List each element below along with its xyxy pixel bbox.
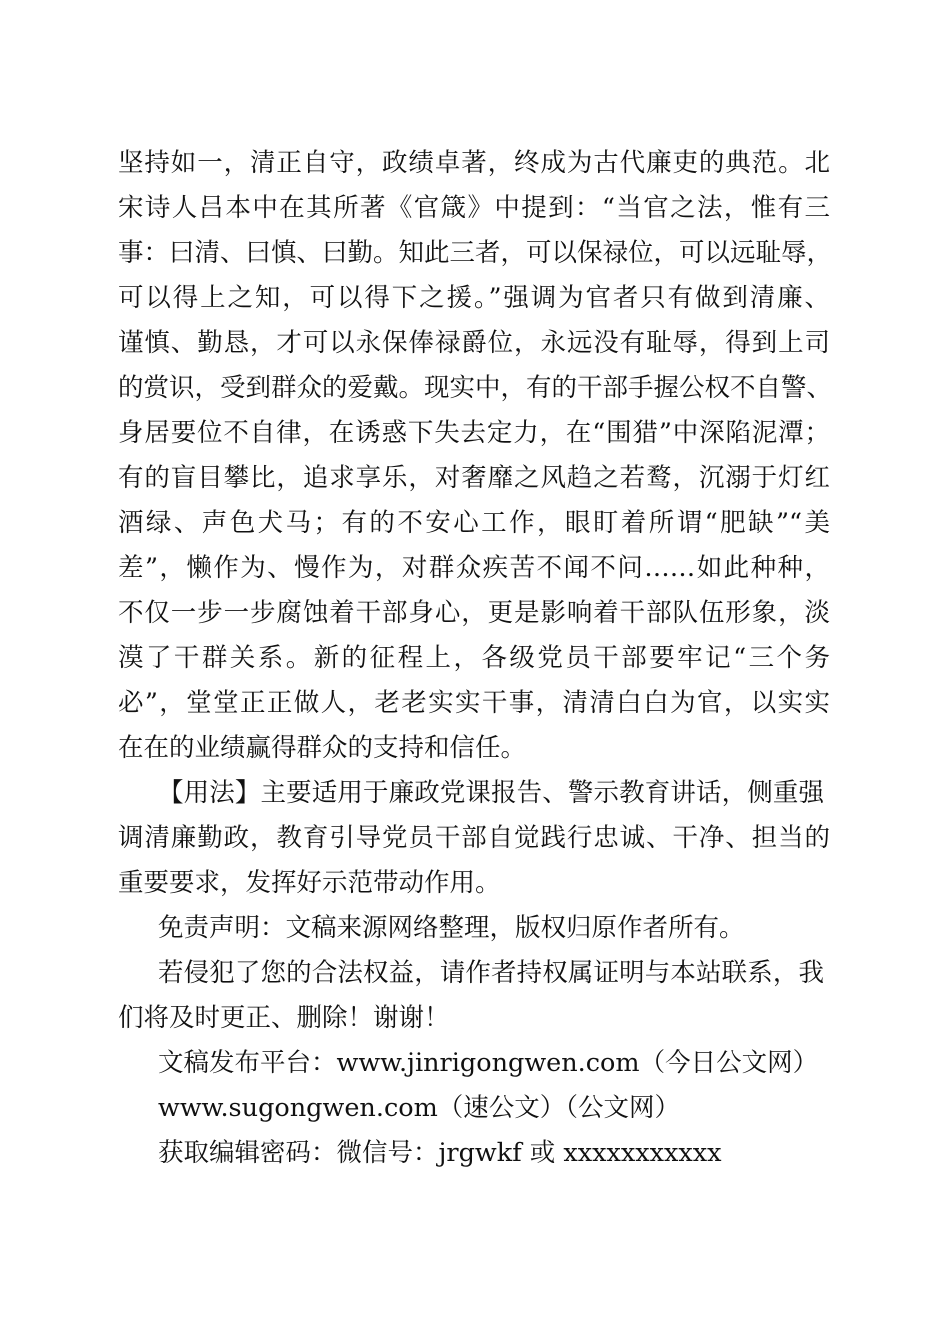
paragraph-line: 们将及时更正、删除！谢谢！ [118, 1003, 450, 1033]
disclaimer-text: 免责声明：文稿来源网络整理，版权归原作者所有。 [158, 913, 745, 943]
paragraph-line: 可以得上之知，可以得下之援。”强调为官者只有做到清廉、 [118, 283, 830, 313]
paragraph-line: 差”，懒作为、慢作为，对群众疾苦不闻不问……如此种种， [118, 553, 830, 583]
paragraph-line: 酒绿、声色犬马；有的不安心工作，眼盯着所谓“肥缺”“美 [118, 508, 830, 538]
paragraph-line: 在在的业绩赢得群众的支持和信任。 [118, 733, 527, 763]
paragraph-line: 【用法】主要适用于廉政党课报告、警示教育讲话，侧重强 [158, 778, 824, 808]
paragraph-line: 必”，堂堂正正做人，老老实实干事，清清白白为官，以实实 [118, 688, 830, 718]
platform-line-1: 文稿发布平台：www.jinrigongwen.com（今日公文网） [158, 1048, 819, 1078]
paragraph-line: 谨慎、勤恳，才可以永保俸禄爵位，永远没有耻辱，得到上司 [118, 328, 830, 358]
paragraph-line: 漠了干群关系。新的征程上，各级党员干部要牢记“三个务 [118, 643, 830, 673]
paragraph-line: 身居要位不自律，在诱惑下失去定力，在“围猎”中深陷泥潭； [118, 418, 830, 448]
paragraph-line: 若侵犯了您的合法权益，请作者持权属证明与本站联系，我 [158, 958, 824, 988]
paragraph-line: 调清廉勤政，教育引导党员干部自觉践行忠诚、干净、担当的 [118, 823, 830, 853]
paragraph-line: 事：曰清、曰慎、曰勤。知此三者，可以保禄位，可以远耻辱， [118, 238, 833, 268]
platform-line-2: www.sugongwen.com（速公文）（公文网） [158, 1093, 681, 1123]
paragraph-line: 重要要求，发挥好示范带动作用。 [118, 868, 501, 898]
paragraph-line: 不仅一步一步腐蚀着干部身心，更是影响着干部队伍形象，淡 [118, 598, 830, 628]
paragraph-line: 坚持如一，清正自守，政绩卓著，终成为古代廉吏的典范。北 [118, 148, 830, 178]
paragraph-line: 宋诗人吕本中在其所著《官箴》中提到：“当官之法，惟有三 [118, 193, 830, 223]
password-line: 获取编辑密码：微信号：jrgwkf 或 xxxxxxxxxxx [158, 1138, 722, 1168]
paragraph-line: 的赏识，受到群众的爱戴。现实中，有的干部手握公权不自警、 [118, 373, 833, 403]
paragraph-line: 有的盲目攀比，追求享乐，对奢靡之风趋之若鹜，沉溺于灯红 [118, 463, 830, 493]
